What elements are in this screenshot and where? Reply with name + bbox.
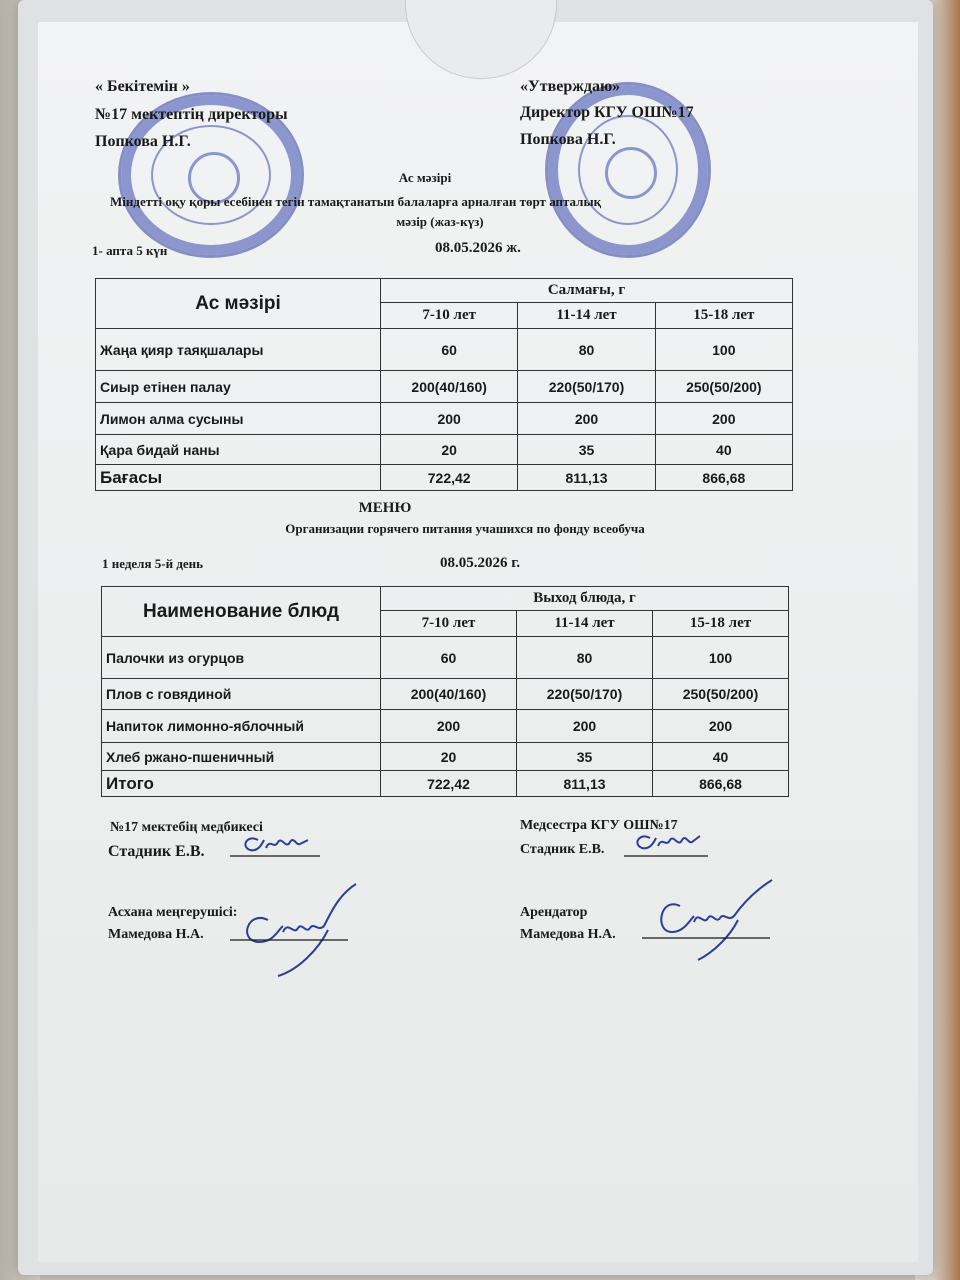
total-price: 722,42 — [381, 771, 517, 797]
kz-menu-table — [95, 278, 793, 491]
ru-menu-table — [101, 586, 789, 797]
dish-weight: 35 — [518, 435, 655, 465]
dish-weight: 35 — [517, 743, 653, 771]
dish-weight: 100 — [653, 637, 789, 679]
ru-col-name-header: Наименование блюд — [102, 587, 381, 637]
dish-weight: 200(40/160) — [381, 371, 518, 403]
ru-menu-title: МЕНЮ — [358, 500, 412, 516]
cook-title-ru: Арендатор — [520, 905, 588, 920]
kz-col-name-header: Ас мәзірі — [96, 279, 381, 329]
table-row — [96, 403, 793, 435]
dish-weight: 40 — [653, 743, 789, 771]
cook-name-kz: Мамедова Н.А. — [108, 927, 204, 942]
kz-date: 08.05.2026 ж. — [435, 240, 521, 256]
table-total-row — [102, 771, 789, 797]
ru-week-day: 1 неделя 5-й день — [102, 556, 204, 571]
dish-weight: 220(50/170) — [517, 679, 653, 710]
dish-weight: 250(50/200) — [655, 371, 792, 403]
kz-age-header: 15-18 лет — [655, 303, 792, 329]
dish-weight: 40 — [655, 435, 792, 465]
table-row — [96, 329, 793, 371]
nurse-signature-ru — [622, 826, 714, 867]
dish-weight: 200(40/160) — [381, 679, 517, 710]
director-position-ru: Директор КГУ ОШ№17 — [520, 104, 694, 121]
dish-weight: 200 — [518, 403, 655, 435]
kz-col-group-header: Салмағы, г — [381, 279, 793, 303]
cook-name-ru: Мамедова Н.А. — [520, 927, 616, 942]
nurse-title-kz: №17 мектебің медбикесі — [110, 820, 263, 835]
table-row — [102, 679, 789, 710]
total-price: 866,68 — [655, 465, 792, 491]
dish-name: Напиток лимонно-яблочный — [102, 710, 381, 743]
nurse-name-kz: Стадник Е.В. — [108, 843, 205, 860]
dish-weight: 220(50/170) — [518, 371, 655, 403]
cook-signature-kz — [228, 880, 368, 985]
dish-name: Палочки из огурцов — [102, 637, 381, 679]
dish-weight: 250(50/200) — [653, 679, 789, 710]
ru-age-header: 15-18 лет — [653, 611, 789, 637]
dish-name: Сиыр етінен палау — [96, 371, 381, 403]
director-position-kz: №17 мектептің директоры — [95, 106, 288, 123]
kz-week-day: 1- апта 5 күн — [92, 243, 168, 258]
dish-name: Қара бидай наны — [96, 435, 381, 465]
dish-weight: 200 — [381, 403, 518, 435]
kz-age-header: 11-14 лет — [518, 303, 655, 329]
dish-weight: 100 — [655, 329, 792, 371]
total-label: Итого — [102, 771, 381, 797]
dish-weight: 200 — [655, 403, 792, 435]
kz-menu-subtitle-1: Міндетті оқу қоры есебінен тегін тамақтанатын балаларға арналған төрт апталық — [110, 194, 602, 209]
approve-kz: « Бекітемін » — [95, 78, 190, 95]
director-name-ru: Попкова Н.Г. — [520, 131, 616, 148]
dish-weight: 80 — [517, 637, 653, 679]
total-label: Бағасы — [96, 465, 381, 491]
cook-signature-ru — [640, 876, 790, 971]
dish-name: Хлеб ржано-пшеничный — [102, 743, 381, 771]
ru-col-group-header: Выход блюда, г — [381, 587, 789, 611]
dish-name: Плов с говядиной — [102, 679, 381, 710]
dish-weight: 60 — [381, 329, 518, 371]
ru-age-header: 7-10 лет — [381, 611, 517, 637]
table-row — [96, 371, 793, 403]
table-row — [96, 435, 793, 465]
dish-weight: 20 — [381, 435, 518, 465]
ru-menu-subtitle: Организации горячего питания учашихся по фонду всеобуча — [285, 521, 645, 536]
nurse-name-ru: Стадник Е.В. — [520, 842, 605, 857]
total-price: 811,13 — [517, 771, 653, 797]
dish-weight: 20 — [381, 743, 517, 771]
nurse-signature-kz — [228, 828, 328, 869]
table-row — [102, 710, 789, 743]
table-row — [102, 743, 789, 771]
cook-title-kz: Асхана меңгерушісі: — [108, 905, 238, 920]
dish-weight: 200 — [517, 710, 653, 743]
nurse-title-ru: Медсестра КГУ ОШ№17 — [520, 818, 678, 833]
dish-weight: 200 — [381, 710, 517, 743]
table-total-row — [96, 465, 793, 491]
ru-date: 08.05.2026 г. — [440, 555, 521, 571]
dish-weight: 200 — [653, 710, 789, 743]
ru-age-header: 11-14 лет — [517, 611, 653, 637]
approve-ru: «Утверждаю» — [520, 78, 621, 95]
dish-name: Жаңа қияр таяқшалары — [96, 329, 381, 371]
total-price: 866,68 — [653, 771, 789, 797]
director-name-kz: Попкова Н.Г. — [95, 133, 191, 150]
total-price: 811,13 — [518, 465, 655, 491]
kz-menu-subtitle-2: мәзір (жаз-күз) — [396, 214, 484, 229]
dish-weight: 80 — [518, 329, 655, 371]
dish-weight: 60 — [381, 637, 517, 679]
kz-menu-title: Ас мәзірі — [398, 170, 452, 185]
table-row — [102, 637, 789, 679]
kz-age-header: 7-10 лет — [381, 303, 518, 329]
total-price: 722,42 — [381, 465, 518, 491]
dish-name: Лимон алма сусыны — [96, 403, 381, 435]
